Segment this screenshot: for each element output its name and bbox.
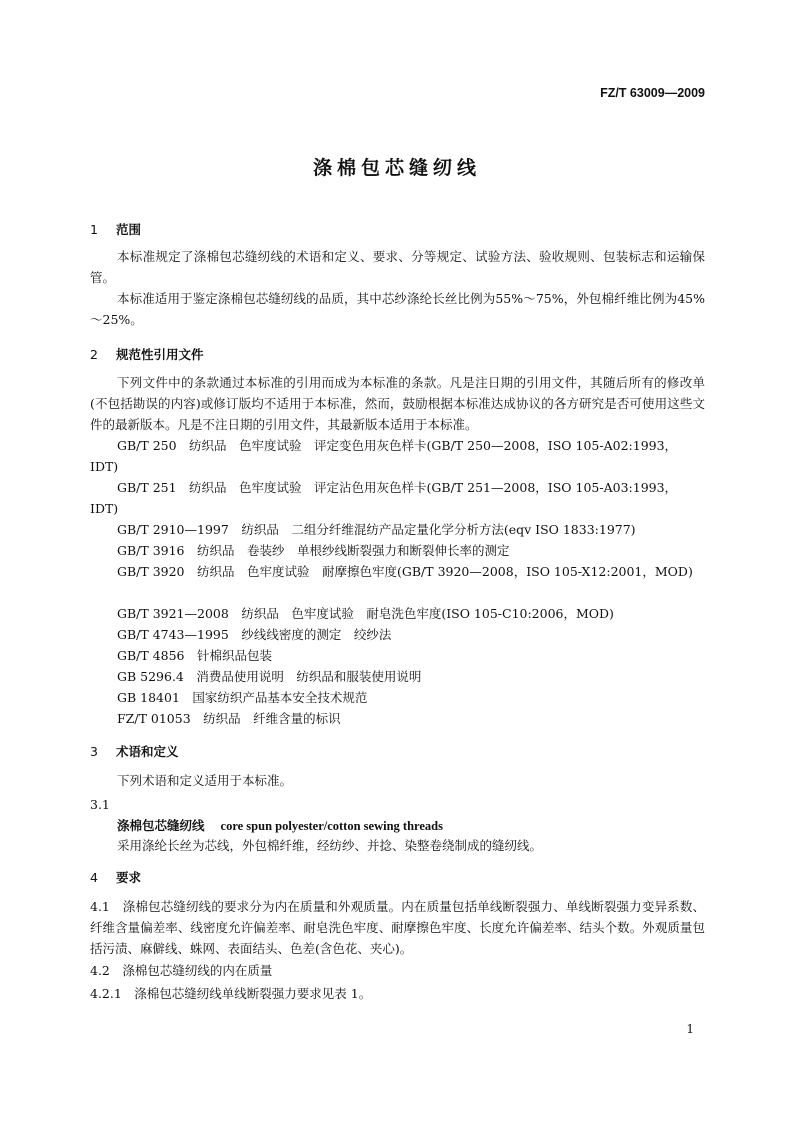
section-4-heading [90,868,141,886]
reference-item: GB 5296.4 消费品使用说明 纺织品和服装使用说明 [117,669,422,684]
reference-item: FZ/T 01053 纺织品 纤维含量的标识 [117,711,341,726]
reference-item: GB 18401 国家纺织产品基本安全技术规范 [117,690,368,705]
paragraph-4-1: 4.1 涤棉包芯缝纫线的要求分为内在质量和外观质量。内在质量包括单线断裂强力、单线断裂强力变异系数、纤维含量偏差率、线密度允许偏差率、耐皂洗色牢度、耐摩擦色牢度、长度允许偏差率、结头个数。外观质量包括污渍、麻僻线、蛛网、表面结头、色差(含色花、夹心)。 [90,899,705,956]
reference-item: GB/T 4856 针棉织品包装 [117,648,273,663]
section-3-heading [90,742,179,760]
term-english: core spun polyester/cotton sewing threads [220,819,443,833]
document-title: 涤棉包芯缝纫线 [312,157,481,179]
reference-item: GB/T 251 纺织品 色牢度试验 评定沾色用灰色样卡(GB/T 251—2008，ISO 105-A03:1993，IDT) [90,480,678,516]
paragraph: 本标准适用于鉴定涤棉包芯缝纫线的品质，其中芯纱涤纶长丝比例为55%～75%，外包棉纤维比例为45%～25%。 [90,291,705,327]
section-title: 术语和定义 [116,744,179,759]
term-definition: 采用涤纶长丝为芯线，外包棉纤维，经纺纱、并捻、染整卷绕制成的缝纫线。 [117,838,543,853]
page-number: 1 [686,1022,694,1036]
section-1-heading [90,220,141,238]
section-number: 4 [90,870,98,885]
section-title: 规范性引用文件 [116,347,204,362]
section-2-heading [90,345,204,363]
paragraph: 下列术语和定义适用于本标准。 [117,773,293,788]
term-chinese: 涤棉包芯缝纫线 [117,818,205,833]
subsection-number: 3.1 [90,797,110,812]
reference-item: GB/T 250 纺织品 色牢度试验 评定变色用灰色样卡(GB/T 250—2008，ISO 105-A02:1993，IDT) [90,438,678,474]
paragraph: 下列文件中的条款通过本标准的引用而成为本标准的条款。凡是注日期的引用文件，其随后所有的修改单(不包括勘误的内容)或修订版均不适用于本标准，然而，鼓励根据本标准达成协议的各方研究是否可使用这些文件的最新版本。凡是不注日期的引用文件，其最新版本适用于本标准。 [90,375,705,432]
section-number: 3 [90,744,98,759]
section-number: 1 [90,222,98,237]
reference-item: GB/T 2910—1997 纺织品 二组分纤维混纺产品定量化学分析方法(eqv ISO 1833:1977) [117,522,636,537]
reference-item: GB/T 3920 纺织品 色牢度试验 耐摩擦色牢度(GB/T 3920—2008，ISO 105-X12:2001，MOD) [117,564,693,579]
section-title: 要求 [116,870,142,885]
term-entry [117,816,443,834]
reference-item: GB/T 3916 纺织品 卷装纱 单根纱线断裂强力和断裂伸长率的测定 [117,543,510,558]
paragraph: 本标准规定了涤棉包芯缝纫线的术语和定义、要求、分等规定、试验方法、验收规则、包装标志和运输保管。 [90,249,705,285]
section-number: 2 [90,347,98,362]
paragraph-4-2-1: 4.2.1 涤棉包芯缝纫线单线断裂强力要求见表 1。 [90,986,372,1001]
reference-item: GB/T 3921—2008 纺织品 色牢度试验 耐皂洗色牢度(ISO 105-C10:2006，MOD) [117,606,614,621]
standard-code: FZ/T 63009—2009 [600,86,705,100]
paragraph-4-2: 4.2 涤棉包芯缝纫线的内在质量 [90,963,273,978]
reference-item: GB/T 4743—1995 纱线线密度的测定 绞纱法 [117,627,392,642]
section-title: 范围 [116,222,142,237]
